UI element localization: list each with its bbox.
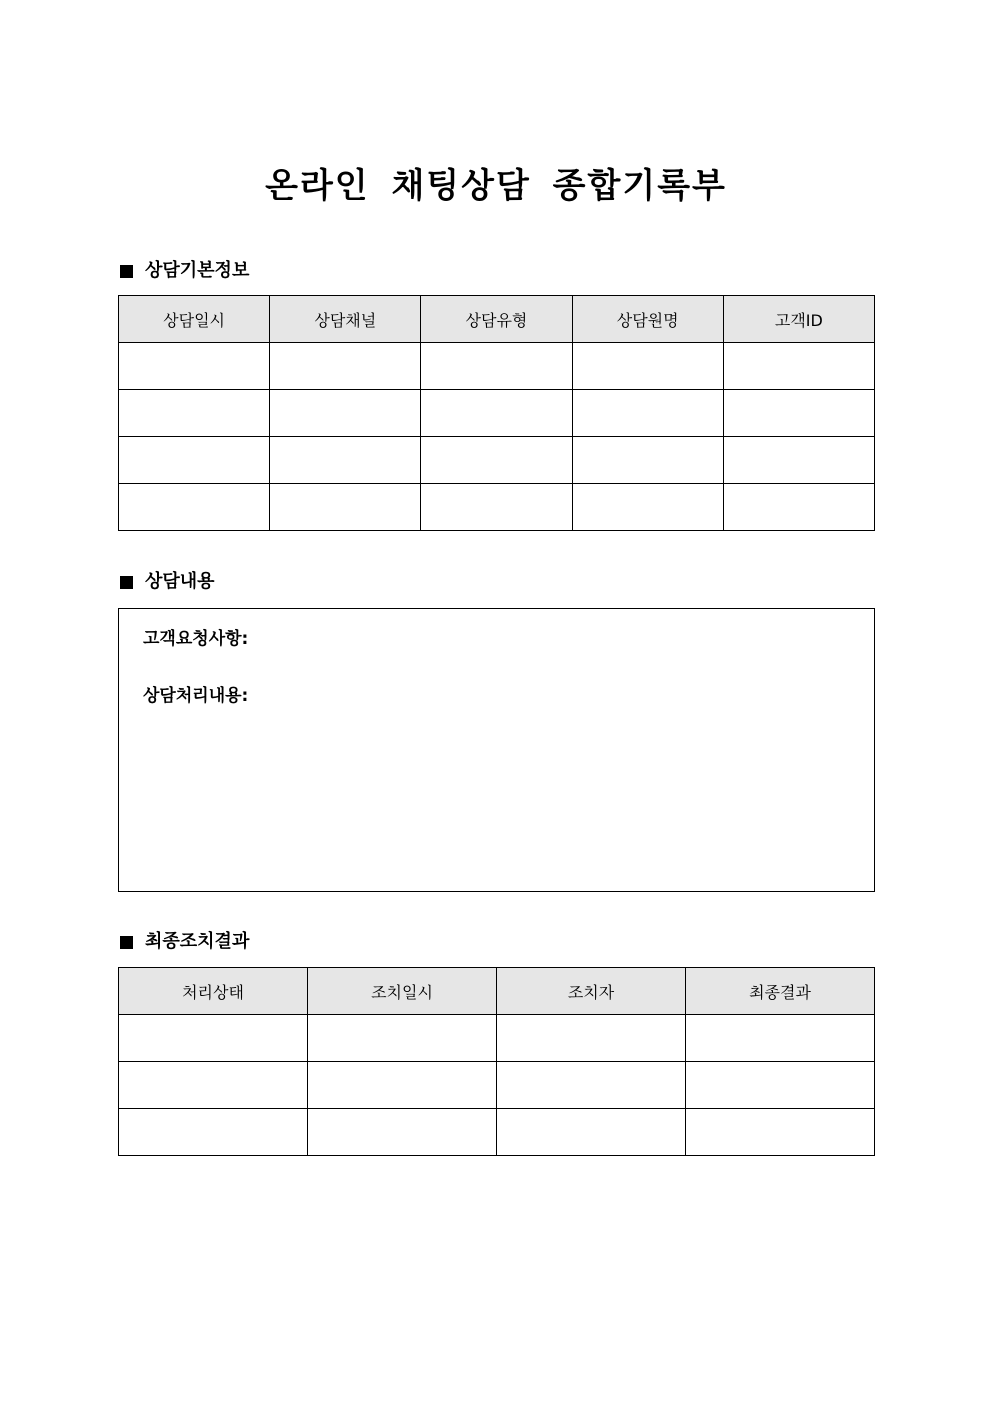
table-cell[interactable] [686, 1015, 875, 1062]
section-heading-basic-info [120, 259, 249, 283]
result-table [118, 967, 875, 1156]
table-cell[interactable] [308, 1062, 497, 1109]
table-cell[interactable] [572, 437, 723, 484]
basic-info-table [118, 295, 875, 531]
section-heading-content [120, 570, 215, 594]
table-cell[interactable] [421, 390, 572, 437]
section-heading-label: 상담기본정보 [145, 260, 250, 281]
table-cell[interactable] [497, 1015, 686, 1062]
table-cell[interactable] [119, 484, 270, 531]
table-header-row [119, 296, 875, 343]
table-row [119, 390, 875, 437]
table-cell[interactable] [270, 390, 421, 437]
table-cell[interactable] [572, 390, 723, 437]
square-bullet-icon [120, 265, 133, 278]
table-cell[interactable] [421, 484, 572, 531]
column-header-status: 처리상태 [119, 968, 308, 1015]
table-cell[interactable] [119, 343, 270, 390]
section-heading-result [120, 930, 249, 954]
column-header-action-datetime: 조치일시 [308, 968, 497, 1015]
table-cell[interactable] [119, 437, 270, 484]
column-header-consult-channel: 상담채널 [270, 296, 421, 343]
column-header-customer-id: 고객ID [723, 296, 874, 343]
table-cell[interactable] [119, 1062, 308, 1109]
table-cell[interactable] [270, 484, 421, 531]
table-cell[interactable] [723, 390, 874, 437]
table-cell[interactable] [270, 343, 421, 390]
table-cell[interactable] [686, 1062, 875, 1109]
consultation-content-box[interactable] [118, 608, 875, 892]
table-cell[interactable] [723, 484, 874, 531]
table-cell[interactable] [723, 343, 874, 390]
table-row [119, 1109, 875, 1156]
table-cell[interactable] [119, 1015, 308, 1062]
table-row [119, 1062, 875, 1109]
table-cell[interactable] [421, 437, 572, 484]
table-cell[interactable] [308, 1109, 497, 1156]
table-cell[interactable] [572, 343, 723, 390]
column-header-agent-name: 상담원명 [572, 296, 723, 343]
table-cell[interactable] [686, 1109, 875, 1156]
section-heading-label: 상담내용 [145, 571, 215, 592]
table-cell[interactable] [723, 437, 874, 484]
section-heading-label: 최종조치결과 [145, 931, 250, 952]
table-row [119, 343, 875, 390]
column-header-consult-datetime: 상담일시 [119, 296, 270, 343]
table-cell[interactable] [572, 484, 723, 531]
handling-details-label: 상담처리내용: [143, 686, 249, 706]
customer-request-label: 고객요청사항: [143, 629, 249, 649]
table-cell[interactable] [270, 437, 421, 484]
page-title: 온라인 채팅상담 종합기록부 [265, 166, 727, 206]
square-bullet-icon [120, 576, 133, 589]
table-row [119, 437, 875, 484]
table-cell[interactable] [119, 390, 270, 437]
table-cell[interactable] [497, 1109, 686, 1156]
column-header-handler: 조치자 [497, 968, 686, 1015]
table-cell[interactable] [421, 343, 572, 390]
table-cell[interactable] [308, 1015, 497, 1062]
table-header-row [119, 968, 875, 1015]
table-row [119, 1015, 875, 1062]
column-header-final-result: 최종결과 [686, 968, 875, 1015]
table-row [119, 484, 875, 531]
table-cell[interactable] [119, 1109, 308, 1156]
column-header-consult-type: 상담유형 [421, 296, 572, 343]
square-bullet-icon [120, 936, 133, 949]
table-cell[interactable] [497, 1062, 686, 1109]
